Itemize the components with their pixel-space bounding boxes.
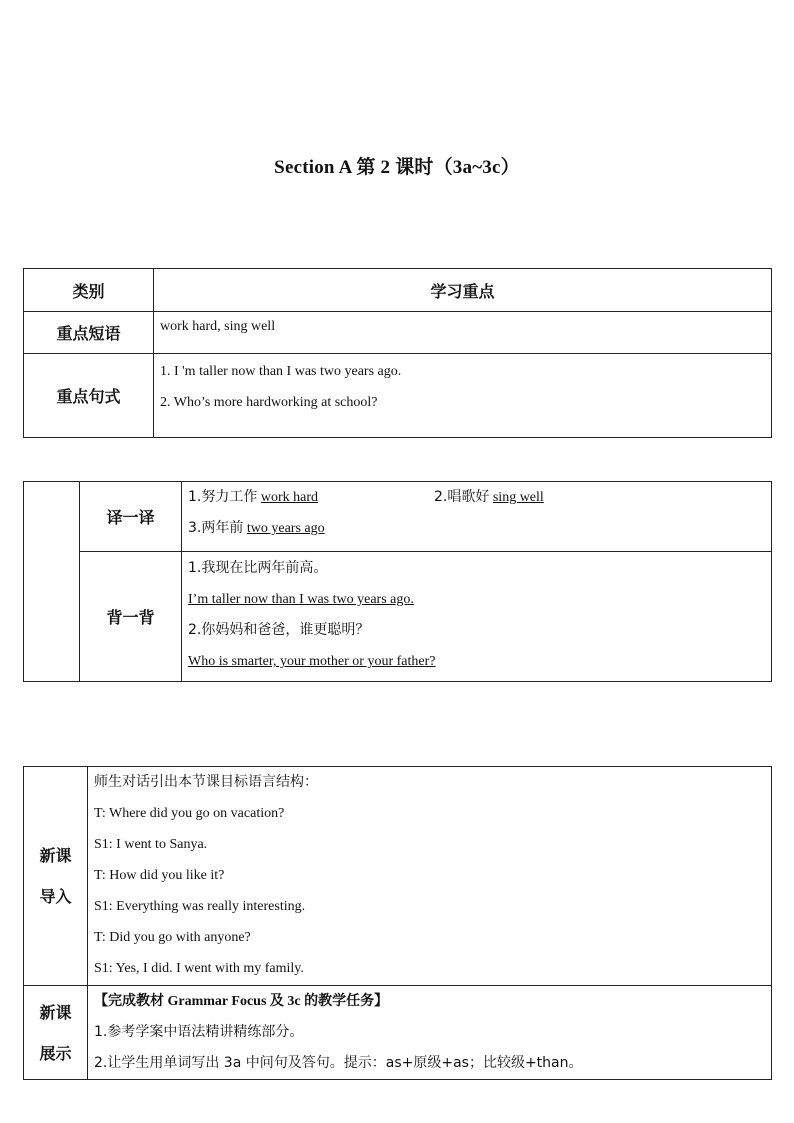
intro-line-3: T: How did you like it? [94,868,225,883]
show-label-1: 新课 [39,1002,72,1022]
practice-table [23,481,772,682]
focus-table [23,268,772,438]
translate-1-answer: work hard [260,490,319,505]
intro-label-1: 新课 [39,846,72,865]
translate-2-prefix: 2.唱歌好 [434,489,490,505]
sentence-label: 重点句式 [24,354,154,438]
show-heading: 【完成教材 Grammar Focus 及 3c 的教学任务】 [94,994,389,1009]
show-label-2: 展示 [39,1043,72,1063]
translate-2-answer: sing well [492,490,544,505]
blank-cell [24,482,80,682]
recite-label: 背一背 [80,552,182,682]
intro-line-5: T: Did you go with anyone? [94,930,251,945]
sentence-content [154,354,772,438]
intro-label [24,767,88,986]
translate-1-prefix: 1.努力工作 [188,489,258,505]
phrase-text: work hard, sing well [160,319,276,334]
translate-3-answer: two years ago [246,521,325,536]
page-title: Section A 第 2 课时（3a~3c） [274,157,520,178]
show-line-1: 1.参考学案中语法精讲精练部分。 [94,1024,304,1040]
translate-3-prefix: 3.两年前 [188,520,244,536]
sentence-2: 2. Who’s more hardworking at school? [160,395,378,410]
show-label [24,986,88,1080]
intro-line-1: T: Where did you go on vacation? [94,806,285,821]
header-focus: 学习重点 [154,269,772,312]
recite-content [182,552,772,682]
recite-2-zh: 2.你妈妈和爸爸，谁更聪明？ [188,622,370,638]
recite-1-zh: 1.我现在比两年前高。 [188,560,328,576]
show-line-2: 2.让学生用单词写出 3a 中问句及答句。提示：as+原级+as；比较级+than。 [94,1055,583,1071]
translate-content [182,482,772,552]
header-category: 类别 [24,269,154,312]
intro-line-4: S1: Everything was really interesting. [94,899,306,914]
show-content [88,986,772,1080]
phrase-content [154,312,772,354]
intro-content [88,767,772,986]
intro-line-2: S1: I went to Sanya. [94,837,208,852]
intro-label-2: 导入 [39,887,72,906]
lesson-table [23,766,772,1080]
phrase-label: 重点短语 [24,312,154,354]
sentence-1: 1. I 'm taller now than I was two years ago. [160,364,402,379]
recite-2-en: Who is smarter, your mother or your father? [188,654,436,669]
translate-label: 译一译 [80,482,182,552]
intro-line-6: S1: Yes, I did. I went with my family. [94,961,304,976]
recite-1-en: I’m taller now than I was two years ago. [188,592,414,607]
intro-line-0: 师生对话引出本节课目标语言结构： [94,774,318,790]
